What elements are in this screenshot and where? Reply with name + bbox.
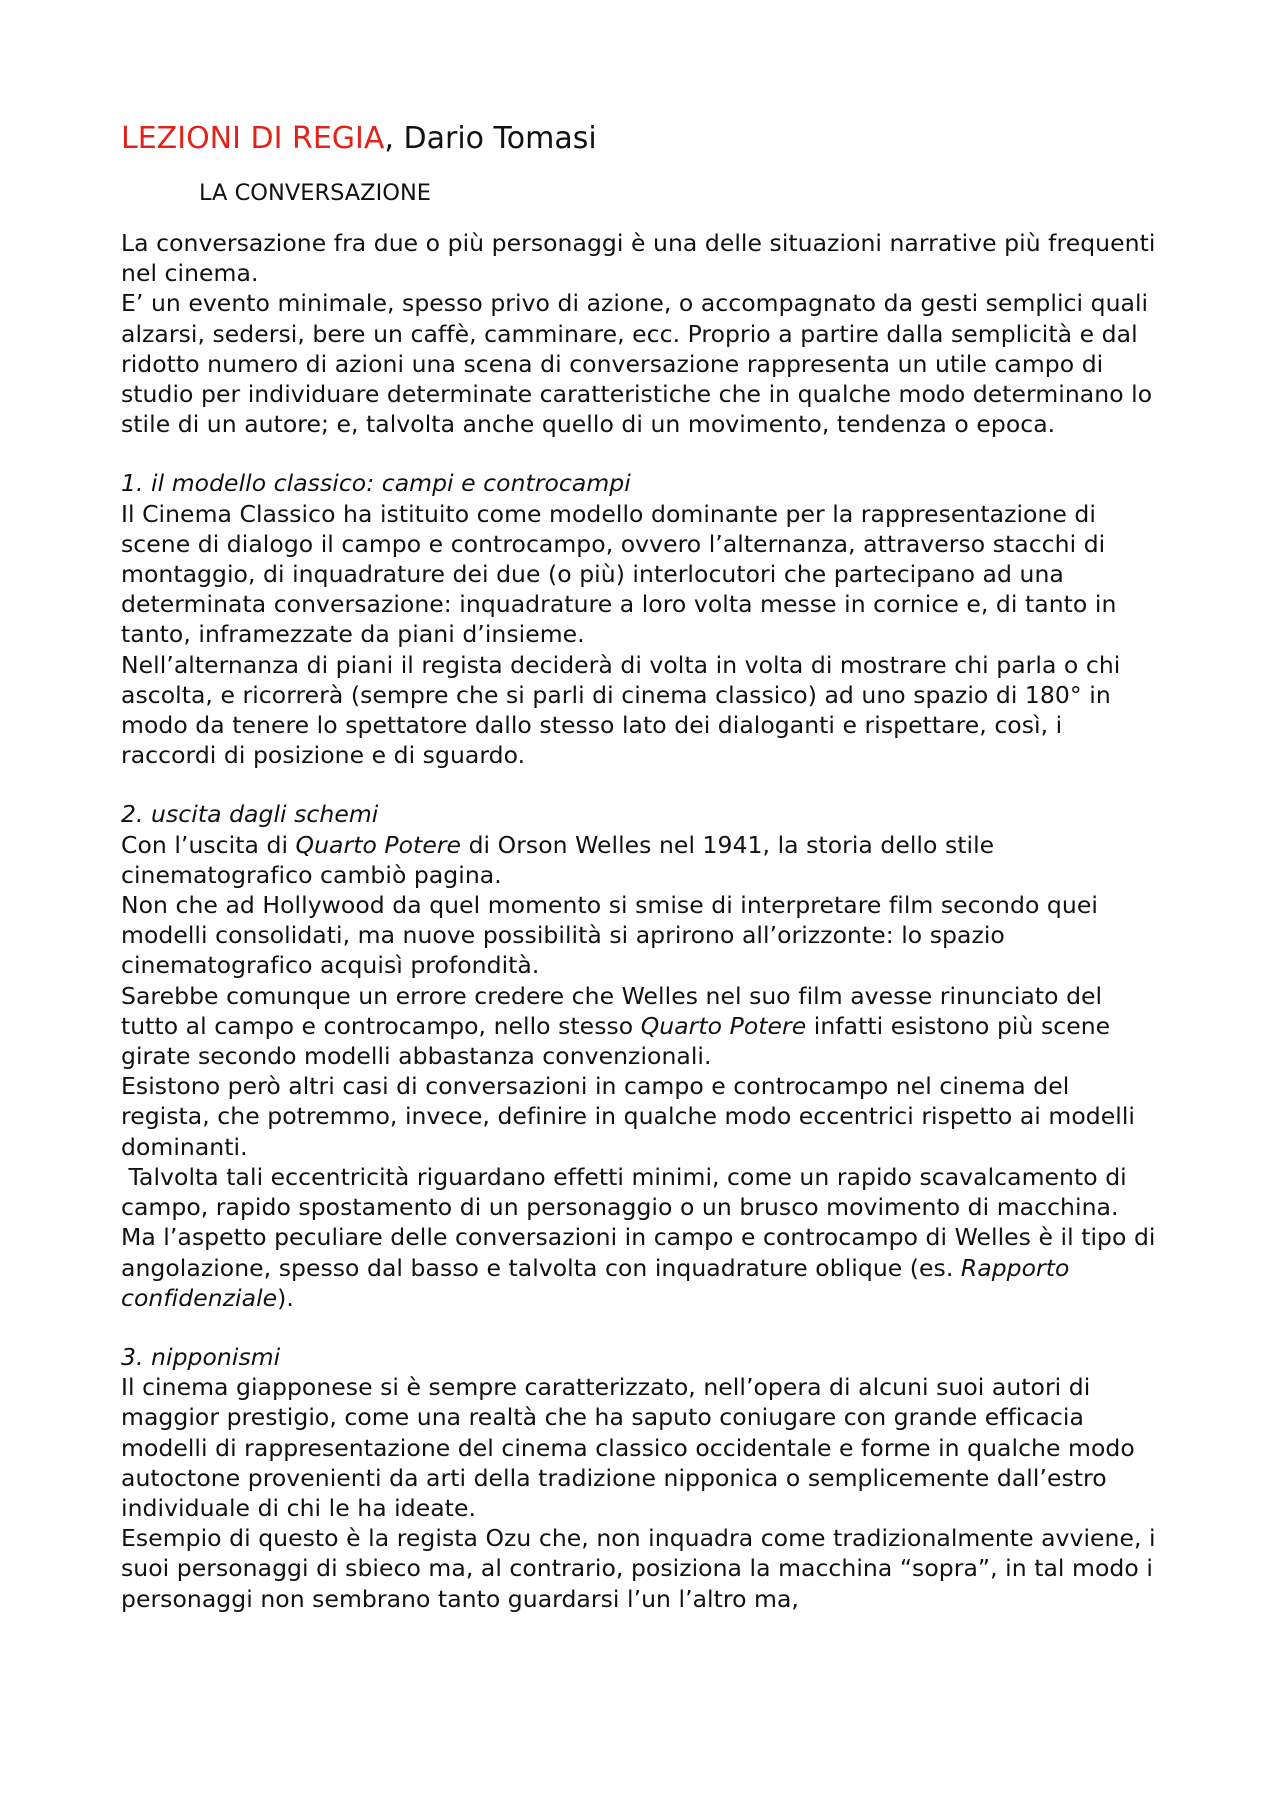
text-run: Con l’uscita di <box>121 830 296 859</box>
section-2-heading: 2. uscita dagli schemi <box>121 800 379 829</box>
section-2-paragraph-1 <box>121 830 1160 890</box>
section-2-paragraph-2: Non che ad Hollywood da quel momento si smise di interpretare film secondo quei modelli consolidati, ma nuove possibilità si aprirono all’orizzonte: lo spazio cinematografico acquisì profondità. <box>121 891 1098 980</box>
document-body <box>121 228 1160 1614</box>
section-3-paragraph-1: Il cinema giapponese si è sempre caratterizzato, nell’opera di alcuni suoi autori di maggior prestigio, come una realtà che ha saputo coniugare con grande efficacia modelli di rappresentazione del cinema classico occidentale e forme in qualche modo autoctone provenienti da arti della tradizione nipponica o semplicemente dall’estro individuale di chi le ha ideate. <box>121 1373 1135 1522</box>
section-1-paragraph-2: Nell’alternanza di piani il regista deciderà di volta in volta di mostrare chi parla o chi ascolta, e ricorrerà (sempre che si parli di cinema classico) ad uno spazio di 180° in modo da tenere lo spettatore dallo stesso lato dei dialoganti e rispettare, così, i raccordi di posizione e di sguardo. <box>121 650 1121 770</box>
section-1-heading: 1. il modello classico: campi e controcampi <box>121 469 631 498</box>
film-title: Rapporto confidenziale <box>121 1253 1070 1312</box>
section-2-paragraph-6 <box>121 1222 1160 1313</box>
paragraph-gap <box>121 770 1160 799</box>
text-run: Sarebbe comunque un errore credere che Welles nel suo film avesse rinunciato del tutto al campo e controcampo, nello stesso <box>121 981 1103 1040</box>
section-subtitle: LA CONVERSAZIONE <box>199 180 431 206</box>
paragraph-gap <box>121 1313 1160 1342</box>
title-red-part: LEZIONI DI REGIA <box>121 121 385 156</box>
text-run: Ma l’aspetto peculiare delle conversazioni in campo e controcampo di Welles è il tipo di angolazione, spesso dal basso e talvolta con inquadrature oblique (es. <box>121 1223 1156 1282</box>
film-title: Quarto Potere <box>295 830 462 859</box>
text-run: ). <box>277 1283 294 1312</box>
section-2-paragraph-5: Talvolta tali eccentricità riguardano effetti minimi, come un rapido scavalcamento di campo, rapido spostamento di un personaggio o un brusco movimento di macchina. <box>121 1162 1135 1222</box>
section-3-heading: 3. nipponismi <box>121 1342 281 1371</box>
film-title: Quarto Potere <box>640 1011 807 1040</box>
title-author-part: , Dario Tomasi <box>384 121 597 156</box>
paragraph-gap <box>121 439 1160 468</box>
intro-paragraph-1: La conversazione fra due o più personaggi è una delle situazioni narrative più frequenti nel cinema. <box>121 229 1156 288</box>
intro-paragraph-2: E’ un evento minimale, spesso privo di azione, o accompagnato da gesti semplici quali alzarsi, sedersi, bere un caffè, camminare, ecc. Proprio a partire dalla semplicità e dal ridotto numero di azioni una scena di conversazione rappresenta un utile campo di studio per individuare determinate caratteristiche che in qualche modo determinano lo stile di un autore; e, talvolta anche quello di un movimento, tendenza o epoca. <box>121 289 1153 439</box>
section-2-paragraph-4: Esistono però altri casi di conversazioni in campo e controcampo nel cinema del regista, che potremmo, invece, definire in qualche modo eccentrici rispetto ai modelli dominanti. <box>121 1072 1135 1161</box>
section-3-paragraph-2: Esempio di questo è la regista Ozu che, non inquadra come tradizionalmente avviene, i suoi personaggi di sbieco ma, al contrario, posiziona la macchina “sopra”, in tal modo i personaggi non sembrano tanto guardarsi l’un l’altro ma, <box>121 1524 1156 1613</box>
document-title <box>121 120 1160 158</box>
section-1-paragraph-1: Il Cinema Classico ha istituito come modello dominante per la rappresentazione di scene di dialogo il campo e controcampo, ovvero l’alternanza, attraverso stacchi di montaggio, di inquadrature dei due (o più) interlocutori che partecipano ad una determinata conversazione: inquadrature a loro volta messe in cornice e, di tanto in tanto, inframezzate da piani d’insieme. <box>121 499 1117 649</box>
text-run: di Orson Welles nel 1941, la storia dello stile cinematografico cambiò pagina. <box>121 830 995 889</box>
text-run: infatti esistono più scene girate secondo modelli abbastanza convenzionali. <box>121 1011 1111 1071</box>
section-2-paragraph-3 <box>121 981 1160 1072</box>
